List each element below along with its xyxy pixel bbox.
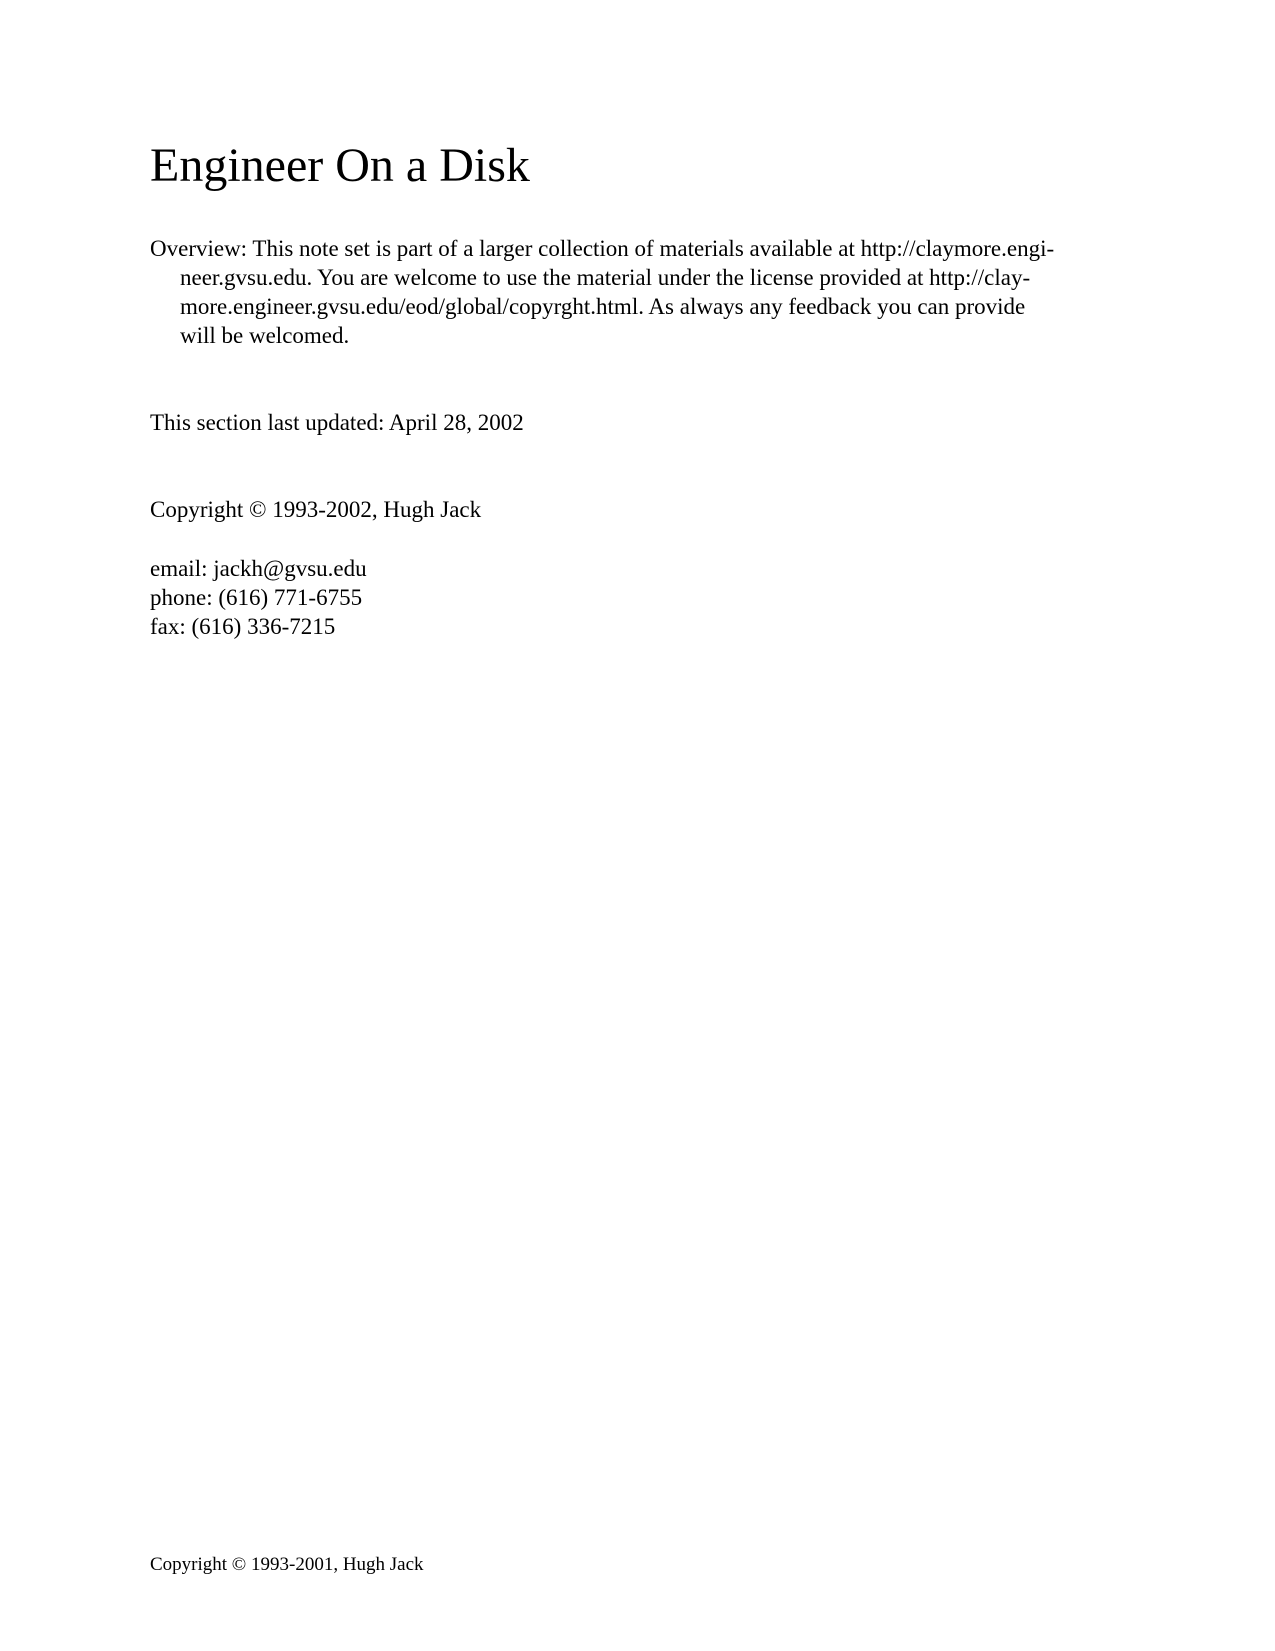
page-title: Engineer On a Disk xyxy=(150,139,530,192)
copyright-text: Copyright © 1993-2002, Hugh Jack xyxy=(150,497,482,522)
overview-paragraph xyxy=(150,234,1130,350)
contact-fax: fax: (616) 336-7215 xyxy=(150,614,336,639)
overview-line-4: will be welcomed. xyxy=(180,323,350,348)
contact-block xyxy=(150,554,367,641)
overview-line-3: more.engineer.gvsu.edu/eod/global/copyrght.html. As always any feedback you can provide xyxy=(180,294,1026,319)
overview-line-1: Overview: This note set is part of a larger collection of materials available at http://claymore.engi- xyxy=(150,236,1055,261)
page-footer-copyright: Copyright © 1993-2001, Hugh Jack xyxy=(150,1554,424,1575)
contact-email: email: jackh@gvsu.edu xyxy=(150,556,367,581)
overview-line-2: neer.gvsu.edu. You are welcome to use the material under the license provided at http://clay- xyxy=(180,265,1031,290)
contact-phone: phone: (616) 771-6755 xyxy=(150,585,363,610)
last-updated-text: This section last updated: April 28, 2002 xyxy=(150,410,524,435)
